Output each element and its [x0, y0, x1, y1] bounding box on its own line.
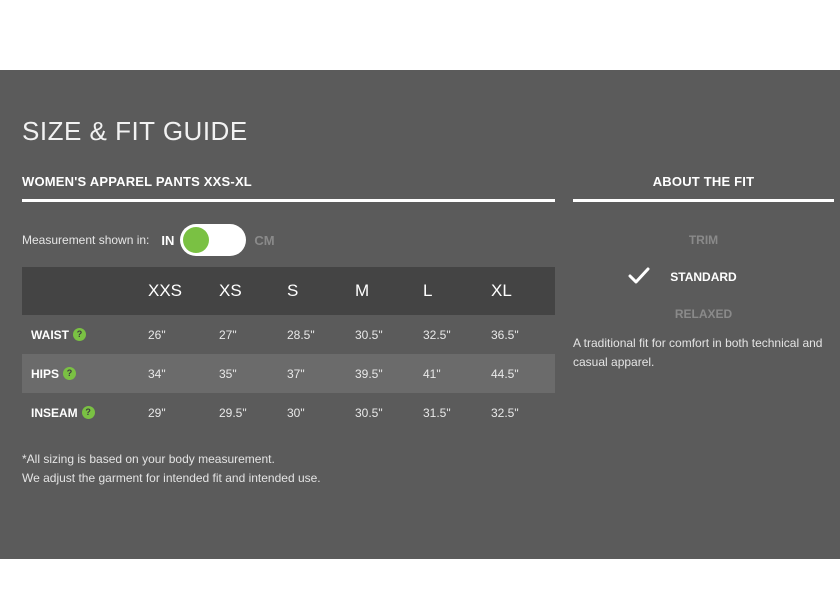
size-header: XS: [219, 281, 242, 300]
row-label-cell: [22, 328, 148, 342]
table-cell: 44.5": [491, 366, 519, 381]
page-title: SIZE & FIT GUIDE: [22, 116, 248, 146]
table-cell: 30": [287, 405, 305, 420]
fit-option-relaxed[interactable]: RELAXED: [674, 307, 733, 321]
table-cell: 26": [148, 327, 166, 342]
table-cell: 29": [148, 405, 166, 420]
about-fit-heading: ABOUT THE FIT: [652, 174, 755, 189]
sizing-note: *All sizing is based on your body measurement.: [22, 452, 275, 466]
size-fit-panel: [0, 70, 840, 559]
unit-cm-option[interactable]: CM: [254, 232, 275, 248]
row-label: INSEAM: [31, 405, 78, 420]
fit-description: A traditional fit for comfort in both technical and casual apparel.: [573, 336, 823, 369]
table-cell: 30.5": [355, 405, 383, 420]
size-header: M: [355, 281, 370, 300]
table-cell: 35": [219, 366, 237, 381]
row-label-cell: [22, 367, 148, 381]
size-header-row: [22, 267, 555, 315]
unit-in-option[interactable]: IN: [161, 232, 175, 248]
row-label-cell: [22, 406, 148, 420]
row-label: HIPS: [31, 366, 60, 381]
help-icon[interactable]: ?: [63, 367, 76, 380]
table-cell: 30.5": [355, 327, 383, 342]
table-row-inseam: [22, 393, 555, 432]
table-cell: 28.5": [287, 327, 315, 342]
table-cell: 27": [219, 327, 237, 342]
sizing-note: We adjust the garment for intended fit and intended use.: [22, 471, 321, 485]
unit-toggle[interactable]: [180, 224, 246, 256]
fit-option-standard[interactable]: STANDARD: [670, 270, 737, 284]
size-header: XL: [491, 281, 512, 300]
table-cell: 31.5": [423, 405, 451, 420]
table-cell: 29.5": [219, 405, 247, 420]
about-fit-divider: [573, 199, 834, 202]
table-cell: 36.5": [491, 327, 519, 342]
heading-divider: [22, 199, 555, 202]
size-table: [22, 267, 555, 432]
size-header: XXS: [148, 281, 183, 300]
measurement-label: Measurement shown in:: [22, 233, 150, 247]
table-cell: 41": [423, 366, 441, 381]
table-cell: 32.5": [491, 405, 519, 420]
apparel-heading: WOMEN'S APPAREL PANTS XXS-XL: [22, 174, 252, 189]
toggle-knob: [183, 227, 209, 253]
table-row-waist: [22, 315, 555, 354]
table-cell: 32.5": [423, 327, 451, 342]
table-cell: 39.5": [355, 366, 383, 381]
fit-option-trim[interactable]: TRIM: [688, 233, 719, 247]
size-header: S: [287, 281, 299, 300]
table-row-hips: [22, 354, 555, 393]
help-icon[interactable]: ?: [82, 406, 95, 419]
unit-selector: [22, 224, 275, 256]
row-label: WAIST: [31, 327, 69, 342]
table-cell: 34": [148, 366, 166, 381]
size-header: L: [423, 281, 433, 300]
table-cell: 37": [287, 366, 305, 381]
help-icon[interactable]: ?: [73, 328, 86, 341]
